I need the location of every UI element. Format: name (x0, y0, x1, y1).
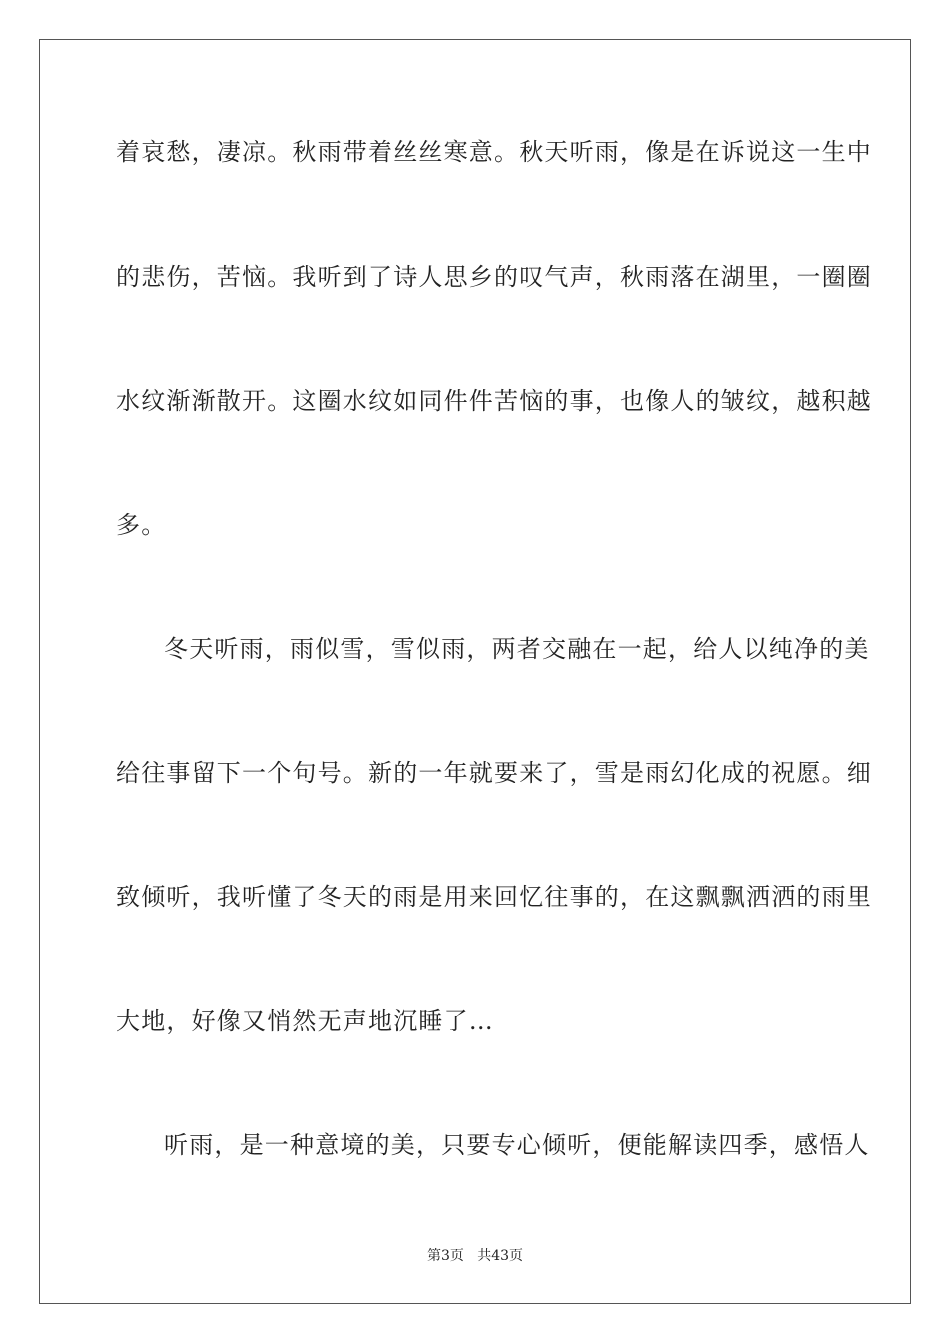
text-line: 给往事留下一个句号。新的一年就要来了，雪是雨幻化成的祝愿。细 (116, 759, 872, 787)
text-line: 水纹渐渐散开。这圈水纹如同件件苦恼的事，也像人的皱纹，越积越 (116, 387, 872, 415)
text-line: 的悲伤，苦恼。我听到了诗人思乡的叹气声，秋雨落在湖里，一圈圈 (116, 263, 872, 291)
paragraph-first-line: 听雨，是一种意境的美，只要专心倾听，便能解读四季，感悟人 (164, 1131, 870, 1159)
text-line: 着哀愁，凄凉。秋雨带着丝丝寒意。秋天听雨，像是在诉说这一生中 (116, 138, 872, 166)
page-number-footer: 第3页 共43页 (426, 1248, 524, 1264)
text-line: 致倾听，我听懂了冬天的雨是用来回忆往事的，在这飘飘洒洒的雨里 (116, 883, 872, 911)
page-border (39, 39, 911, 1304)
text-line: 大地，好像又悄然无声地沉睡了… (116, 1007, 494, 1035)
paragraph-first-line: 冬天听雨，雨似雪，雪似雨，两者交融在一起，给人以纯净的美 (164, 635, 870, 663)
text-line: 多。 (116, 511, 167, 539)
